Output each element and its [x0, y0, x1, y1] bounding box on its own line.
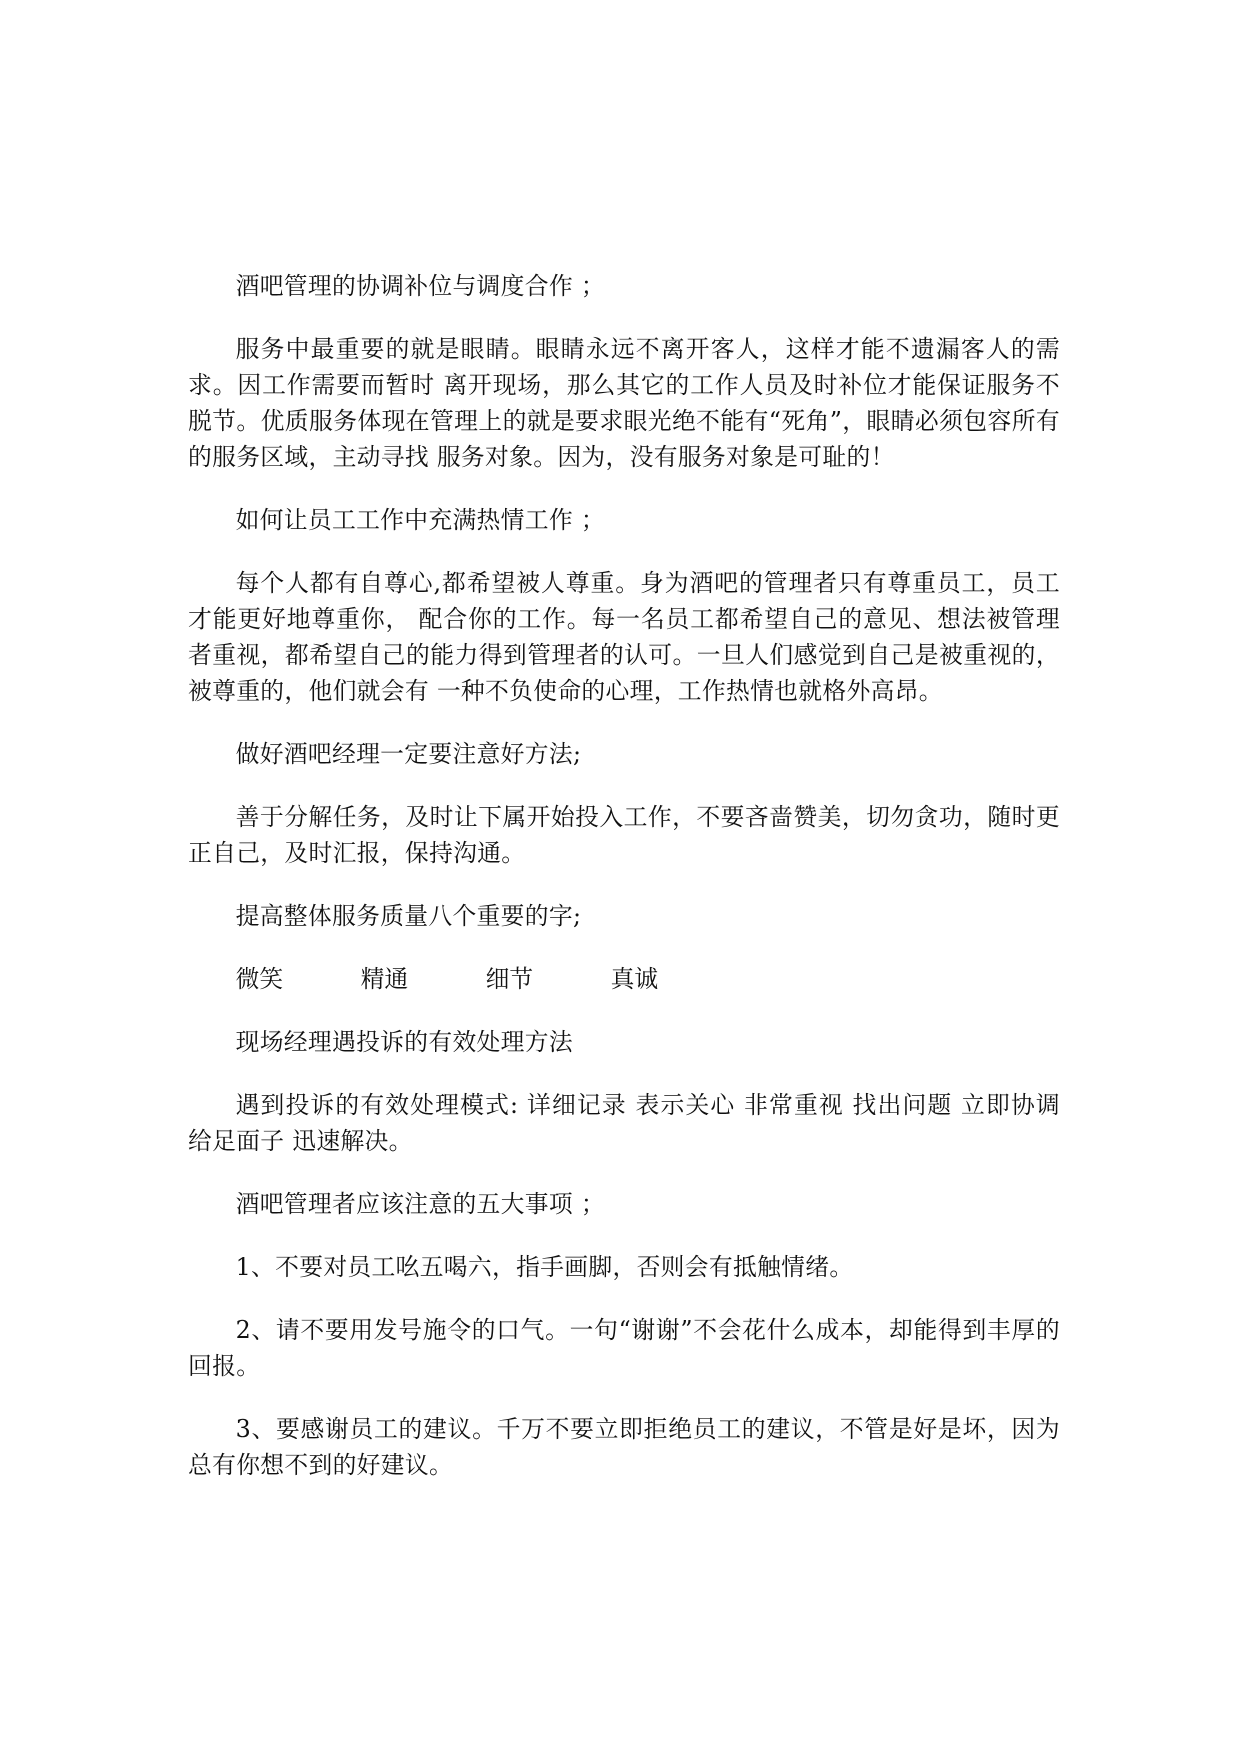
section-heading-complaints: 现场经理遇投诉的有效处理方法 [235, 1028, 573, 1056]
list-item-2: 2、请不要用发号施令的口气。一句“谢谢”不会花什么成本，却能得到丰厚的回报。 [188, 1316, 1060, 1380]
paragraph-complaint-mode: 遇到投诉的有效处理模式: 详细记录 表示关心 非常重视 找出问题 立即协调 给足面子 迅速解决。 [188, 1091, 1060, 1155]
list-item-1: 1、不要对员工吆五喝六，指手画脚，否则会有抵触情绪。 [235, 1253, 854, 1281]
list-item-3: 3、要感谢员工的建议。千万不要立即拒绝员工的建议，不管是好是坏，因为总有你想不到的好建议。 [188, 1415, 1060, 1479]
section-heading-eight-words: 提高整体服务质量八个重要的字; [235, 902, 582, 930]
word-proficient: 精通 [360, 965, 409, 993]
word-detail: 细节 [485, 965, 534, 993]
paragraph-respect: 每个人都有自尊心,都希望被人尊重。身为酒吧的管理者只有尊重员工，员工才能更好地尊重你， 配合你的工作。每一名员工都希望自己的意见、想法被管理者重视，都希望自己的能力得到管理者的认可。一旦人们感觉到自己是被重视的，被尊重的，他们就会有 一种不负使命的心理，工作热情也就格外高昂。 [188, 569, 1060, 705]
word-smile: 微笑 [235, 965, 284, 993]
word-sincere: 真诚 [610, 965, 659, 993]
section-heading-coordination: 酒吧管理的协调补位与调度合作 ； [235, 272, 605, 300]
paragraph-delegation: 善于分解任务，及时让下属开始投入工作，不要吝啬赞美，切勿贪功，随时更正自己，及时汇报，保持沟通。 [188, 803, 1060, 867]
section-heading-methods: 做好酒吧经理一定要注意好方法; [235, 740, 582, 768]
paragraph-eyes-service: 服务中最重要的就是眼睛。眼睛永远不离开客人，这样才能不遗漏客人的需求。因工作需要而暂时 离开现场，那么其它的工作人员及时补位才能保证服务不脱节。优质服务体现在管理上的就是要求眼光绝不能有“死角”，眼睛必须包容所有的服务区域，主动寻找 服务对象。因为，没有服务对象是可耻的！ [188, 335, 1060, 471]
eight-words-row [188, 961, 1060, 997]
section-heading-enthusiasm: 如何让员工工作中充满热情工作 ； [235, 506, 605, 534]
section-heading-five-items: 酒吧管理者应该注意的五大事项 ； [235, 1190, 605, 1218]
document-body [188, 268, 1060, 1510]
